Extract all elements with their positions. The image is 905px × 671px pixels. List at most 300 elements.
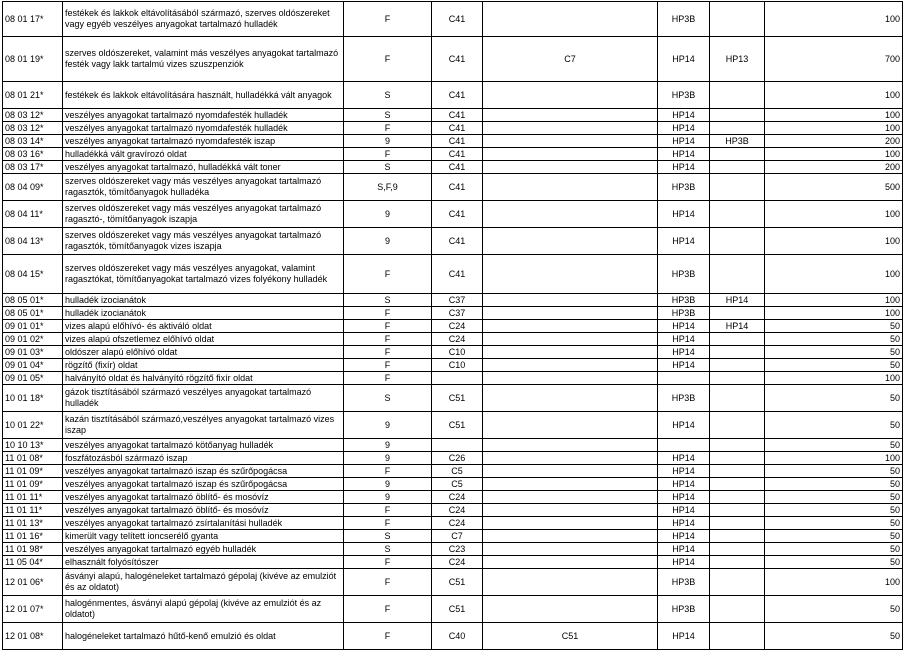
hazard-property-cell: HP14 <box>658 556 710 569</box>
hazard-property-2-cell <box>710 517 765 530</box>
physical-state-cell: F <box>344 320 432 333</box>
waste-code-cell: 12 01 08* <box>3 623 63 650</box>
table-row <box>3 478 903 491</box>
component-code-2-cell <box>483 517 658 530</box>
table-row <box>3 372 903 385</box>
physical-state-cell: S <box>344 385 432 412</box>
component-code-2-cell <box>483 148 658 161</box>
component-code-cell: C24 <box>432 491 483 504</box>
hazard-property-cell: HP14 <box>658 148 710 161</box>
waste-description-cell: foszfátozásból származó iszap <box>63 452 344 465</box>
waste-description-cell: vizes alapú előhívó- és aktiváló oldat <box>63 320 344 333</box>
hazard-property-2-cell <box>710 82 765 109</box>
component-code-2-cell <box>483 122 658 135</box>
hazard-property-cell: HP14 <box>658 359 710 372</box>
physical-state-cell: 9 <box>344 439 432 452</box>
waste-description-cell: festékek és lakkok eltávolítására használt, hulladékká vált anyagok <box>63 82 344 109</box>
table-row <box>3 161 903 174</box>
table-row <box>3 228 903 255</box>
component-code-cell: C24 <box>432 556 483 569</box>
quantity-cell: 50 <box>765 596 903 623</box>
component-code-cell: C24 <box>432 517 483 530</box>
quantity-cell: 50 <box>765 504 903 517</box>
table-row <box>3 201 903 228</box>
physical-state-cell: F <box>344 556 432 569</box>
waste-code-cell: 08 01 17* <box>3 2 63 37</box>
quantity-cell: 50 <box>765 556 903 569</box>
component-code-cell: C41 <box>432 174 483 201</box>
component-code-2-cell <box>483 307 658 320</box>
hazard-property-cell: HP3B <box>658 82 710 109</box>
component-code-cell: C41 <box>432 201 483 228</box>
hazard-property-cell: HP14 <box>658 201 710 228</box>
table-body <box>3 2 903 650</box>
table-row <box>3 174 903 201</box>
hazard-property-2-cell <box>710 161 765 174</box>
hazard-property-cell: HP14 <box>658 452 710 465</box>
quantity-cell: 50 <box>765 530 903 543</box>
table-row <box>3 346 903 359</box>
table-row <box>3 385 903 412</box>
component-code-2-cell <box>483 135 658 148</box>
physical-state-cell: F <box>344 37 432 82</box>
waste-code-cell: 08 04 15* <box>3 255 63 294</box>
hazard-property-2-cell: HP13 <box>710 37 765 82</box>
component-code-cell: C5 <box>432 465 483 478</box>
hazard-property-2-cell <box>710 530 765 543</box>
component-code-cell: C24 <box>432 320 483 333</box>
waste-description-cell: festékek és lakkok eltávolításából származó, szerves oldószereket vagy egyéb veszélyes anyagokat tartalmazó hulladék <box>63 2 344 37</box>
physical-state-cell: F <box>344 148 432 161</box>
table-row <box>3 135 903 148</box>
component-code-cell: C51 <box>432 385 483 412</box>
component-code-cell <box>432 372 483 385</box>
physical-state-cell: S,F,9 <box>344 174 432 201</box>
quantity-cell: 100 <box>765 2 903 37</box>
table-row <box>3 465 903 478</box>
waste-description-cell: szerves oldószereket vagy más veszélyes anyagokat tartalmazó ragasztók, tömítőanyagok vizes iszapja <box>63 228 344 255</box>
table-row <box>3 2 903 37</box>
component-code-cell: C41 <box>432 135 483 148</box>
physical-state-cell: F <box>344 307 432 320</box>
physical-state-cell: S <box>344 530 432 543</box>
waste-description-cell: veszélyes anyagokat tartalmazó, hulladékká vált toner <box>63 161 344 174</box>
hazard-property-cell: HP14 <box>658 320 710 333</box>
component-code-2-cell <box>483 82 658 109</box>
physical-state-cell: F <box>344 333 432 346</box>
hazard-property-2-cell <box>710 346 765 359</box>
component-code-2-cell <box>483 530 658 543</box>
waste-description-cell: veszélyes anyagokat tartalmazó kötőanyag hulladék <box>63 439 344 452</box>
waste-code-cell: 08 01 21* <box>3 82 63 109</box>
physical-state-cell: F <box>344 596 432 623</box>
physical-state-cell: 9 <box>344 228 432 255</box>
waste-description-cell: veszélyes anyagokat tartalmazó öblítő- és mosóvíz <box>63 491 344 504</box>
quantity-cell: 100 <box>765 307 903 320</box>
component-code-2-cell <box>483 346 658 359</box>
component-code-cell: C41 <box>432 37 483 82</box>
quantity-cell: 50 <box>765 543 903 556</box>
component-code-2-cell <box>483 596 658 623</box>
table-row <box>3 439 903 452</box>
quantity-cell: 50 <box>765 623 903 650</box>
waste-description-cell: halogénmentes, ásványi alapú gépolaj (kivéve az emulziót és az oldatot) <box>63 596 344 623</box>
quantity-cell: 50 <box>765 439 903 452</box>
hazard-property-2-cell <box>710 439 765 452</box>
table-row <box>3 504 903 517</box>
table-row <box>3 452 903 465</box>
waste-description-cell: szerves oldószereket vagy más veszélyes anyagokat tartalmazó ragasztó-, tömítőanyagok iszapja <box>63 201 344 228</box>
hazard-property-cell: HP14 <box>658 333 710 346</box>
waste-description-cell: kazán tisztításából származó,veszélyes anyagokat tartalmazó vizes iszap <box>63 412 344 439</box>
hazard-property-2-cell <box>710 307 765 320</box>
hazard-property-2-cell <box>710 596 765 623</box>
component-code-2-cell: C7 <box>483 37 658 82</box>
hazard-property-cell: HP14 <box>658 412 710 439</box>
physical-state-cell: 9 <box>344 478 432 491</box>
table-row <box>3 307 903 320</box>
component-code-cell: C41 <box>432 122 483 135</box>
waste-description-cell: veszélyes anyagokat tartalmazó nyomdafesték hulladék <box>63 109 344 122</box>
quantity-cell: 100 <box>765 148 903 161</box>
component-code-cell: C37 <box>432 307 483 320</box>
waste-description-cell: veszélyes anyagokat tartalmazó iszap és szűrőpogácsa <box>63 465 344 478</box>
physical-state-cell: S <box>344 82 432 109</box>
component-code-2-cell <box>483 372 658 385</box>
waste-description-cell: veszélyes anyagokat tartalmazó nyomdafesték hulladék <box>63 122 344 135</box>
waste-description-cell: veszélyes anyagokat tartalmazó öblítő- és mosóvíz <box>63 504 344 517</box>
hazard-property-cell: HP14 <box>658 135 710 148</box>
waste-description-cell: veszélyes anyagokat tartalmazó iszap és szűrőpogácsa <box>63 478 344 491</box>
quantity-cell: 50 <box>765 517 903 530</box>
table-row <box>3 491 903 504</box>
waste-code-cell: 09 01 04* <box>3 359 63 372</box>
component-code-2-cell <box>483 2 658 37</box>
hazard-property-cell: HP14 <box>658 228 710 255</box>
table-row <box>3 359 903 372</box>
hazard-property-2-cell <box>710 412 765 439</box>
component-code-cell: C37 <box>432 294 483 307</box>
table-row <box>3 294 903 307</box>
component-code-2-cell <box>483 228 658 255</box>
component-code-2-cell <box>483 161 658 174</box>
quantity-cell: 50 <box>765 333 903 346</box>
component-code-2-cell <box>483 255 658 294</box>
waste-description-cell: veszélyes anyagokat tartalmazó zsírtalanítási hulladék <box>63 517 344 530</box>
waste-code-cell: 11 01 11* <box>3 491 63 504</box>
hazard-property-cell: HP14 <box>658 465 710 478</box>
component-code-2-cell <box>483 359 658 372</box>
quantity-cell: 50 <box>765 320 903 333</box>
quantity-cell: 50 <box>765 385 903 412</box>
component-code-2-cell <box>483 201 658 228</box>
quantity-cell: 50 <box>765 465 903 478</box>
quantity-cell: 100 <box>765 82 903 109</box>
component-code-cell: C10 <box>432 346 483 359</box>
physical-state-cell: F <box>344 504 432 517</box>
waste-code-cell: 12 01 06* <box>3 569 63 596</box>
hazard-property-2-cell <box>710 452 765 465</box>
waste-description-cell: szerves oldószereket, valamint más veszélyes anyagokat tartalmazó festék vagy lakk tartalmú vizes szuszpenziók <box>63 37 344 82</box>
component-code-cell: C41 <box>432 2 483 37</box>
physical-state-cell: 9 <box>344 491 432 504</box>
hazard-property-cell: HP14 <box>658 623 710 650</box>
quantity-cell: 200 <box>765 161 903 174</box>
hazard-property-cell: HP14 <box>658 543 710 556</box>
quantity-cell: 50 <box>765 359 903 372</box>
hazard-property-cell: HP3B <box>658 255 710 294</box>
waste-code-cell: 11 01 98* <box>3 543 63 556</box>
component-code-cell: C41 <box>432 161 483 174</box>
waste-code-cell: 12 01 07* <box>3 596 63 623</box>
waste-description-cell: hulladék izocianátok <box>63 307 344 320</box>
quantity-cell: 100 <box>765 569 903 596</box>
hazard-property-2-cell <box>710 556 765 569</box>
component-code-2-cell: C51 <box>483 623 658 650</box>
hazard-property-cell: HP3B <box>658 2 710 37</box>
table-row <box>3 517 903 530</box>
waste-code-cell: 10 10 13* <box>3 439 63 452</box>
waste-code-cell: 10 01 18* <box>3 385 63 412</box>
hazard-property-2-cell <box>710 569 765 596</box>
component-code-2-cell <box>483 109 658 122</box>
hazard-property-2-cell <box>710 109 765 122</box>
waste-code-cell: 11 01 11* <box>3 504 63 517</box>
table-row <box>3 320 903 333</box>
hazard-property-cell: HP3B <box>658 569 710 596</box>
physical-state-cell: 9 <box>344 452 432 465</box>
hazard-property-cell: HP3B <box>658 385 710 412</box>
component-code-2-cell <box>483 543 658 556</box>
quantity-cell: 100 <box>765 109 903 122</box>
hazard-property-cell: HP14 <box>658 530 710 543</box>
quantity-cell: 100 <box>765 122 903 135</box>
quantity-cell: 500 <box>765 174 903 201</box>
quantity-cell: 100 <box>765 255 903 294</box>
component-code-cell: C51 <box>432 569 483 596</box>
waste-description-cell: rögzítő (fixír) oldat <box>63 359 344 372</box>
waste-code-cell: 08 05 01* <box>3 294 63 307</box>
physical-state-cell: F <box>344 359 432 372</box>
hazard-property-cell: HP14 <box>658 517 710 530</box>
hazard-property-2-cell <box>710 228 765 255</box>
waste-code-cell: 08 05 01* <box>3 307 63 320</box>
quantity-cell: 100 <box>765 228 903 255</box>
table-row <box>3 556 903 569</box>
component-code-cell: C40 <box>432 623 483 650</box>
table-row <box>3 148 903 161</box>
waste-code-cell: 11 01 16* <box>3 530 63 543</box>
hazard-property-2-cell <box>710 333 765 346</box>
quantity-cell: 50 <box>765 478 903 491</box>
hazard-property-cell: HP3B <box>658 174 710 201</box>
table-row <box>3 530 903 543</box>
hazard-property-cell: HP14 <box>658 346 710 359</box>
waste-code-cell: 09 01 01* <box>3 320 63 333</box>
hazard-property-2-cell <box>710 543 765 556</box>
hazard-property-2-cell <box>710 122 765 135</box>
component-code-2-cell <box>483 569 658 596</box>
waste-description-cell: ásványi alapú, halogéneleket tartalmazó gépolaj (kivéve az emulziót és az oldatot) <box>63 569 344 596</box>
hazard-property-cell: HP14 <box>658 478 710 491</box>
hazard-property-cell: HP14 <box>658 504 710 517</box>
component-code-cell: C41 <box>432 82 483 109</box>
waste-code-cell: 11 05 04* <box>3 556 63 569</box>
waste-description-cell: hulladék izocianátok <box>63 294 344 307</box>
component-code-2-cell <box>483 504 658 517</box>
quantity-cell: 700 <box>765 37 903 82</box>
waste-code-cell: 08 01 19* <box>3 37 63 82</box>
physical-state-cell: F <box>344 569 432 596</box>
component-code-2-cell <box>483 174 658 201</box>
table-row <box>3 596 903 623</box>
component-code-2-cell <box>483 385 658 412</box>
component-code-2-cell <box>483 412 658 439</box>
hazard-property-2-cell <box>710 359 765 372</box>
table-row <box>3 412 903 439</box>
component-code-cell: C23 <box>432 543 483 556</box>
quantity-cell: 100 <box>765 372 903 385</box>
waste-table <box>2 1 903 650</box>
hazard-property-2-cell <box>710 465 765 478</box>
component-code-cell: C51 <box>432 596 483 623</box>
physical-state-cell: F <box>344 465 432 478</box>
waste-description-cell: halogéneleket tartalmazó hűtő-kenő emulzió és oldat <box>63 623 344 650</box>
component-code-cell: C5 <box>432 478 483 491</box>
waste-code-cell: 11 01 08* <box>3 452 63 465</box>
waste-code-cell: 11 01 13* <box>3 517 63 530</box>
waste-code-cell: 08 04 13* <box>3 228 63 255</box>
hazard-property-cell: HP3B <box>658 294 710 307</box>
waste-code-cell: 09 01 02* <box>3 333 63 346</box>
component-code-cell: C26 <box>432 452 483 465</box>
hazard-property-2-cell <box>710 504 765 517</box>
waste-code-cell: 09 01 03* <box>3 346 63 359</box>
waste-description-cell: veszélyes anyagokat tartalmazó egyéb hulladék <box>63 543 344 556</box>
waste-code-cell: 08 03 14* <box>3 135 63 148</box>
waste-code-cell: 08 03 12* <box>3 122 63 135</box>
physical-state-cell: S <box>344 543 432 556</box>
component-code-cell: C41 <box>432 228 483 255</box>
component-code-cell: C41 <box>432 255 483 294</box>
table-row <box>3 255 903 294</box>
waste-description-cell: oldószer alapú előhívó oldat <box>63 346 344 359</box>
waste-code-cell: 10 01 22* <box>3 412 63 439</box>
component-code-cell: C7 <box>432 530 483 543</box>
component-code-cell: C10 <box>432 359 483 372</box>
quantity-cell: 50 <box>765 412 903 439</box>
physical-state-cell: F <box>344 346 432 359</box>
component-code-cell: C41 <box>432 148 483 161</box>
table-row <box>3 623 903 650</box>
hazard-property-2-cell: HP14 <box>710 294 765 307</box>
waste-description-cell: veszélyes anyagokat tartalmazó nyomdafesték iszap <box>63 135 344 148</box>
hazard-property-2-cell <box>710 372 765 385</box>
quantity-cell: 50 <box>765 346 903 359</box>
physical-state-cell: F <box>344 623 432 650</box>
hazard-property-cell: HP14 <box>658 37 710 82</box>
waste-description-cell: szerves oldószereket vagy más veszélyes anyagokat, valamint ragasztókat, tömítőanyagokat tartalmazó vizes folyékony hulladék <box>63 255 344 294</box>
hazard-property-2-cell <box>710 174 765 201</box>
hazard-property-cell <box>658 439 710 452</box>
physical-state-cell: F <box>344 255 432 294</box>
waste-description-cell: elhasznált folyósítószer <box>63 556 344 569</box>
waste-description-cell: hulladékká vált gravírozó oldat <box>63 148 344 161</box>
component-code-cell: C41 <box>432 109 483 122</box>
component-code-2-cell <box>483 465 658 478</box>
table-row <box>3 109 903 122</box>
hazard-property-2-cell: HP3B <box>710 135 765 148</box>
hazard-property-cell: HP3B <box>658 596 710 623</box>
table-row <box>3 543 903 556</box>
hazard-property-2-cell <box>710 201 765 228</box>
component-code-2-cell <box>483 333 658 346</box>
quantity-cell: 100 <box>765 294 903 307</box>
component-code-2-cell <box>483 320 658 333</box>
hazard-property-cell: HP3B <box>658 307 710 320</box>
component-code-2-cell <box>483 478 658 491</box>
table-row <box>3 37 903 82</box>
physical-state-cell: S <box>344 294 432 307</box>
waste-description-cell: kimerült vagy telített ioncserélő gyanta <box>63 530 344 543</box>
component-code-2-cell <box>483 294 658 307</box>
quantity-cell: 100 <box>765 201 903 228</box>
waste-description-cell: szerves oldószereket vagy más veszélyes anyagokat tartalmazó ragasztók, tömítőanyagok hulladéka <box>63 174 344 201</box>
waste-description-cell: halványító oldat és halványító rögzítő fixír oldat <box>63 372 344 385</box>
waste-code-cell: 08 03 16* <box>3 148 63 161</box>
waste-code-cell: 08 04 09* <box>3 174 63 201</box>
physical-state-cell: S <box>344 109 432 122</box>
component-code-2-cell <box>483 439 658 452</box>
hazard-property-cell: HP14 <box>658 122 710 135</box>
table-row <box>3 569 903 596</box>
waste-code-cell: 08 03 12* <box>3 109 63 122</box>
waste-code-cell: 11 01 09* <box>3 478 63 491</box>
hazard-property-2-cell: HP14 <box>710 320 765 333</box>
waste-code-cell: 11 01 09* <box>3 465 63 478</box>
physical-state-cell: F <box>344 372 432 385</box>
component-code-2-cell <box>483 491 658 504</box>
physical-state-cell: 9 <box>344 412 432 439</box>
quantity-cell: 100 <box>765 452 903 465</box>
table-row <box>3 122 903 135</box>
table-row <box>3 82 903 109</box>
hazard-property-2-cell <box>710 478 765 491</box>
hazard-property-2-cell <box>710 385 765 412</box>
physical-state-cell: 9 <box>344 135 432 148</box>
waste-code-cell: 08 04 11* <box>3 201 63 228</box>
hazard-property-cell: HP14 <box>658 491 710 504</box>
component-code-cell: C51 <box>432 412 483 439</box>
component-code-cell: C24 <box>432 504 483 517</box>
component-code-cell <box>432 439 483 452</box>
hazard-property-2-cell <box>710 623 765 650</box>
waste-description-cell: vizes alapú ofszetlemez előhívó oldat <box>63 333 344 346</box>
hazard-property-2-cell <box>710 148 765 161</box>
hazard-property-2-cell <box>710 2 765 37</box>
physical-state-cell: S <box>344 161 432 174</box>
waste-code-cell: 09 01 05* <box>3 372 63 385</box>
physical-state-cell: 9 <box>344 201 432 228</box>
table-row <box>3 333 903 346</box>
physical-state-cell: F <box>344 517 432 530</box>
hazard-property-cell <box>658 372 710 385</box>
component-code-2-cell <box>483 556 658 569</box>
physical-state-cell: F <box>344 122 432 135</box>
quantity-cell: 50 <box>765 491 903 504</box>
component-code-cell: C24 <box>432 333 483 346</box>
component-code-2-cell <box>483 452 658 465</box>
